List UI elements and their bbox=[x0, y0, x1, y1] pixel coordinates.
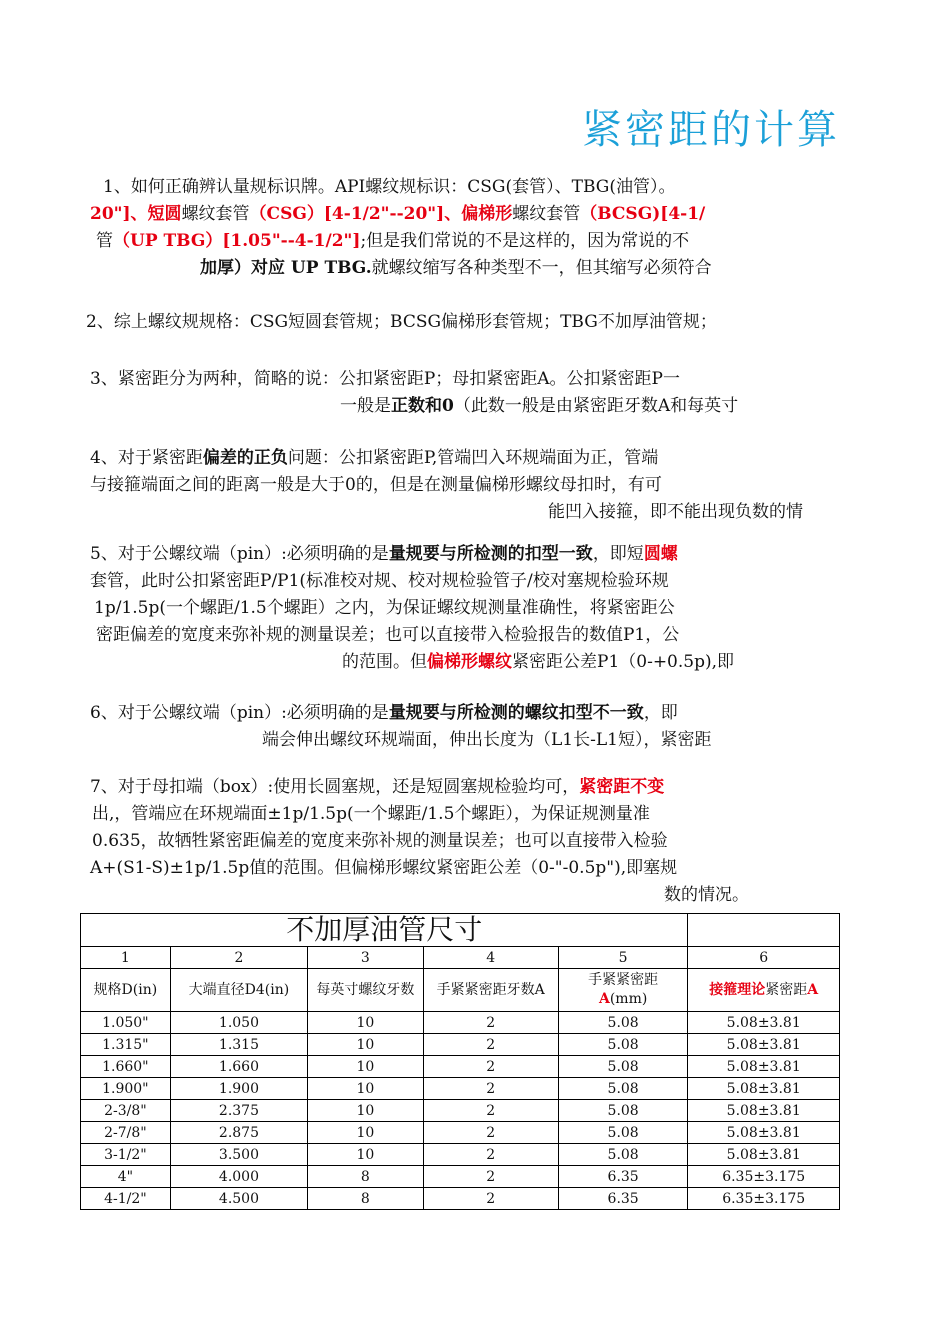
table-cell: 10 bbox=[308, 1100, 423, 1122]
column-number-row bbox=[81, 947, 840, 969]
p3-l2b: 正数和0 bbox=[391, 396, 454, 416]
p4-line3: 能凹入接箍，即不能出现负数的情 bbox=[548, 502, 803, 522]
table-cell: 2 bbox=[423, 1188, 558, 1210]
p7-line5: 数的情况。 bbox=[664, 885, 749, 905]
p1-l3b: （UP TBG）[1.05"--4-1/2"] bbox=[113, 231, 361, 251]
p4-l1b: 偏差的正负 bbox=[202, 448, 288, 468]
p1-l2c: 螺纹套管 bbox=[181, 204, 250, 224]
table-cell: 1.900" bbox=[81, 1078, 171, 1100]
p1-l2e: 偏梯形 bbox=[461, 204, 513, 224]
p5-l1d: 圆螺 bbox=[643, 544, 678, 564]
table-cell: 1.050" bbox=[81, 1012, 171, 1034]
table-cell: 5.08 bbox=[558, 1144, 688, 1166]
table-cell: 2 bbox=[423, 1166, 558, 1188]
table-row bbox=[81, 1122, 840, 1144]
header-row bbox=[81, 969, 840, 1012]
col-num: 6 bbox=[688, 947, 840, 969]
table-cell: 8 bbox=[308, 1166, 423, 1188]
table-cell: 2 bbox=[423, 1034, 558, 1056]
table-cell: 10 bbox=[308, 1034, 423, 1056]
p1-line1: 1、如何正确辨认量规标识牌。API螺纹规标识：CSG(套管）、TBG(油管）。 bbox=[103, 177, 676, 197]
p1-l3a: 管 bbox=[96, 231, 113, 251]
header-turns-a: 手紧紧密距牙数A bbox=[423, 969, 558, 1012]
table-row bbox=[81, 1012, 840, 1034]
p1-l2a: 20"]、 bbox=[90, 204, 148, 224]
table-cell: 10 bbox=[308, 1078, 423, 1100]
h6b: 紧密距 bbox=[765, 981, 808, 998]
table-row bbox=[81, 1056, 840, 1078]
p5-line2: 套管，此时公扣紧密距P/P1(标准校对规、校对规检验管子/校对塞规检验环规 bbox=[90, 571, 669, 591]
table-cell: 4-1/2" bbox=[81, 1188, 171, 1210]
h5b: A bbox=[598, 991, 610, 1007]
h5c: (mm) bbox=[609, 991, 648, 1007]
p5-l1a: 5、对于公螺纹端（pin）:必须明确的是 bbox=[90, 544, 389, 564]
p1-l2f: 螺纹套管 bbox=[512, 204, 581, 224]
table-cell: 10 bbox=[308, 1012, 423, 1034]
p1-line2 bbox=[90, 203, 705, 225]
p7-l1a: 7、对于母扣端（box）:使用长圆塞规，还是短圆塞规检验均可， bbox=[90, 777, 580, 797]
p3-line2 bbox=[340, 395, 738, 417]
table-row bbox=[81, 1188, 840, 1210]
table-cell: 5.08±3.81 bbox=[688, 1056, 840, 1078]
p1-l3c: ;但是我们常说的不是这样的，因为常说的不 bbox=[360, 231, 690, 251]
col-num: 1 bbox=[81, 947, 171, 969]
table-cell: 6.35±3.175 bbox=[688, 1166, 840, 1188]
table-cell: 2-7/8" bbox=[81, 1122, 171, 1144]
table-row bbox=[81, 1034, 840, 1056]
p5-line1 bbox=[90, 543, 678, 565]
table-cell: 2 bbox=[423, 1056, 558, 1078]
p3-line1: 3、紧密距分为两种，简略的说：公扣紧密距P；母扣紧密距A。公扣紧密距P一 bbox=[90, 369, 680, 389]
table-cell: 5.08 bbox=[558, 1012, 688, 1034]
h6a: 接箍理论 bbox=[709, 981, 766, 998]
p1-l2g: （BCSG)[4-1/ bbox=[580, 204, 706, 224]
table-cell: 5.08±3.81 bbox=[688, 1034, 840, 1056]
table-cell: 6.35 bbox=[558, 1188, 688, 1210]
col-num: 4 bbox=[423, 947, 558, 969]
p7-line1 bbox=[90, 776, 664, 798]
p4-l1a: 4、对于紧密距 bbox=[90, 448, 203, 468]
table-cell: 3-1/2" bbox=[81, 1144, 171, 1166]
p7-l1b: 紧密距不变 bbox=[579, 777, 665, 797]
p3-l2a: 一般是 bbox=[340, 396, 391, 416]
p2-line1: 2、综上螺纹规规格：CSG短圆套管规；BCSG偏梯形套管规；TBG不加厚油管规； bbox=[86, 312, 717, 332]
page-title: 紧密距的计算 bbox=[582, 107, 840, 153]
header-d4: 大端直径D4(in) bbox=[170, 969, 307, 1012]
table-cell: 1.315" bbox=[81, 1034, 171, 1056]
p1-l4b: 就螺纹缩写各种类型不一，但其缩写必须符合 bbox=[371, 258, 712, 278]
table-cell: 5.08±3.81 bbox=[688, 1144, 840, 1166]
p4-line1 bbox=[90, 447, 658, 469]
table-cell: 5.08±3.81 bbox=[688, 1122, 840, 1144]
table-cell: 5.08 bbox=[558, 1122, 688, 1144]
table-cell: 10 bbox=[308, 1122, 423, 1144]
col-num: 2 bbox=[170, 947, 307, 969]
header-tpi: 每英寸螺纹牙数 bbox=[308, 969, 423, 1012]
p1-l2d: （CSG）[4-1/2"--20"]、 bbox=[249, 204, 462, 224]
table-cell: 5.08±3.81 bbox=[688, 1078, 840, 1100]
table-cell: 5.08 bbox=[558, 1100, 688, 1122]
header-spec: 规格D(in) bbox=[81, 969, 171, 1012]
p5-line4: 密距偏差的宽度来弥补规的测量误差；也可以直接带入检验报告的数值P1，公 bbox=[96, 625, 680, 645]
table-cell: 6.35 bbox=[558, 1166, 688, 1188]
table-cell: 1.660" bbox=[81, 1056, 171, 1078]
p5-l5a: 的范围。但 bbox=[342, 652, 427, 672]
table-cell: 6.35±3.175 bbox=[688, 1188, 840, 1210]
table-title-blank bbox=[688, 914, 840, 947]
p7-line2: 出,，管端应在环规端面±1p/1.5p(一个螺距/1.5个螺距），为保证规测量准 bbox=[92, 804, 650, 824]
table-cell: 4.000 bbox=[170, 1166, 307, 1188]
table-cell: 1.900 bbox=[170, 1078, 307, 1100]
table-row bbox=[81, 1100, 840, 1122]
table-cell: 4.500 bbox=[170, 1188, 307, 1210]
p7-line3: 0.635，故牺牲紧密距偏差的宽度来弥补规的测量误差；也可以直接带入检验 bbox=[92, 831, 668, 851]
tubing-size-table bbox=[80, 913, 840, 1210]
p1-l2b: 短圆 bbox=[147, 204, 182, 224]
table-cell: 2 bbox=[423, 1100, 558, 1122]
p5-line5 bbox=[342, 651, 734, 673]
p5-l1b: 量规要与所检测的扣型一致 bbox=[388, 544, 593, 564]
p5-l5c: 紧密距公差P1（0-+0.5p),即 bbox=[512, 652, 735, 672]
p1-line3 bbox=[96, 230, 689, 252]
table-cell: 3.500 bbox=[170, 1144, 307, 1166]
table-cell: 4" bbox=[81, 1166, 171, 1188]
h5a: 手紧紧密距 bbox=[588, 972, 659, 988]
header-coupling-a bbox=[688, 969, 840, 1012]
table-cell: 5.08±3.81 bbox=[688, 1012, 840, 1034]
table-cell: 2.875 bbox=[170, 1122, 307, 1144]
table-row bbox=[81, 1166, 840, 1188]
table-cell: 2 bbox=[423, 1012, 558, 1034]
p5-l5b: 偏梯形螺纹 bbox=[427, 652, 512, 672]
p4-line2: 与接箍端面之间的距离一般是大于0的，但是在测量偏梯形螺纹母扣时，有可 bbox=[90, 475, 662, 495]
table-cell: 2-3/8" bbox=[81, 1100, 171, 1122]
table-cell: 8 bbox=[308, 1188, 423, 1210]
col-num: 3 bbox=[308, 947, 423, 969]
table-row bbox=[81, 1078, 840, 1100]
p3-l2c: （此数一般是由紧密距牙数A和每英寸 bbox=[453, 396, 739, 416]
table-cell: 2 bbox=[423, 1078, 558, 1100]
p6-line1 bbox=[90, 702, 678, 724]
table-title: 不加厚油管尺寸 bbox=[81, 914, 688, 947]
col-num: 5 bbox=[558, 947, 688, 969]
p1-line4 bbox=[200, 257, 712, 279]
table-cell: 10 bbox=[308, 1056, 423, 1078]
h6c: A bbox=[807, 981, 819, 998]
table-cell: 1.315 bbox=[170, 1034, 307, 1056]
p5-l1c: ，即短 bbox=[592, 544, 644, 564]
table-cell: 10 bbox=[308, 1144, 423, 1166]
table-cell: 5.08 bbox=[558, 1056, 688, 1078]
table-cell: 5.08 bbox=[558, 1034, 688, 1056]
p1-l4a: 加厚）对应 UP TBG. bbox=[200, 258, 372, 278]
table-row bbox=[81, 1144, 840, 1166]
table-cell: 2 bbox=[423, 1144, 558, 1166]
table-cell: 5.08 bbox=[558, 1078, 688, 1100]
p6-l1b: 量规要与所检测的螺纹扣型不一致 bbox=[388, 703, 644, 723]
table-cell: 1.660 bbox=[170, 1056, 307, 1078]
table-cell: 2.375 bbox=[170, 1100, 307, 1122]
header-standoff-a bbox=[558, 969, 688, 1012]
table-cell: 2 bbox=[423, 1122, 558, 1144]
p6-line2: 端会伸出螺纹环规端面，伸出长度为（L1长-L1短），紧密距 bbox=[262, 730, 712, 750]
table-cell: 5.08±3.81 bbox=[688, 1100, 840, 1122]
table-cell: 1.050 bbox=[170, 1012, 307, 1034]
p4-l1c: 问题：公扣紧密距P,管端凹入环规端面为正，管端 bbox=[287, 448, 659, 468]
p6-l1a: 6、对于公螺纹端（pin）:必须明确的是 bbox=[90, 703, 389, 723]
p7-line4: A+(S1-S)±1p/1.5p值的范围。但偏梯形螺纹紧密距公差（0-"-0.5p"),即塞规 bbox=[90, 858, 678, 878]
p6-l1c: ，即 bbox=[643, 703, 678, 723]
p5-line3: 1p/1.5p(一个螺距/1.5个螺距）之内，为保证螺纹规测量准确性，将紧密距公 bbox=[94, 598, 675, 618]
